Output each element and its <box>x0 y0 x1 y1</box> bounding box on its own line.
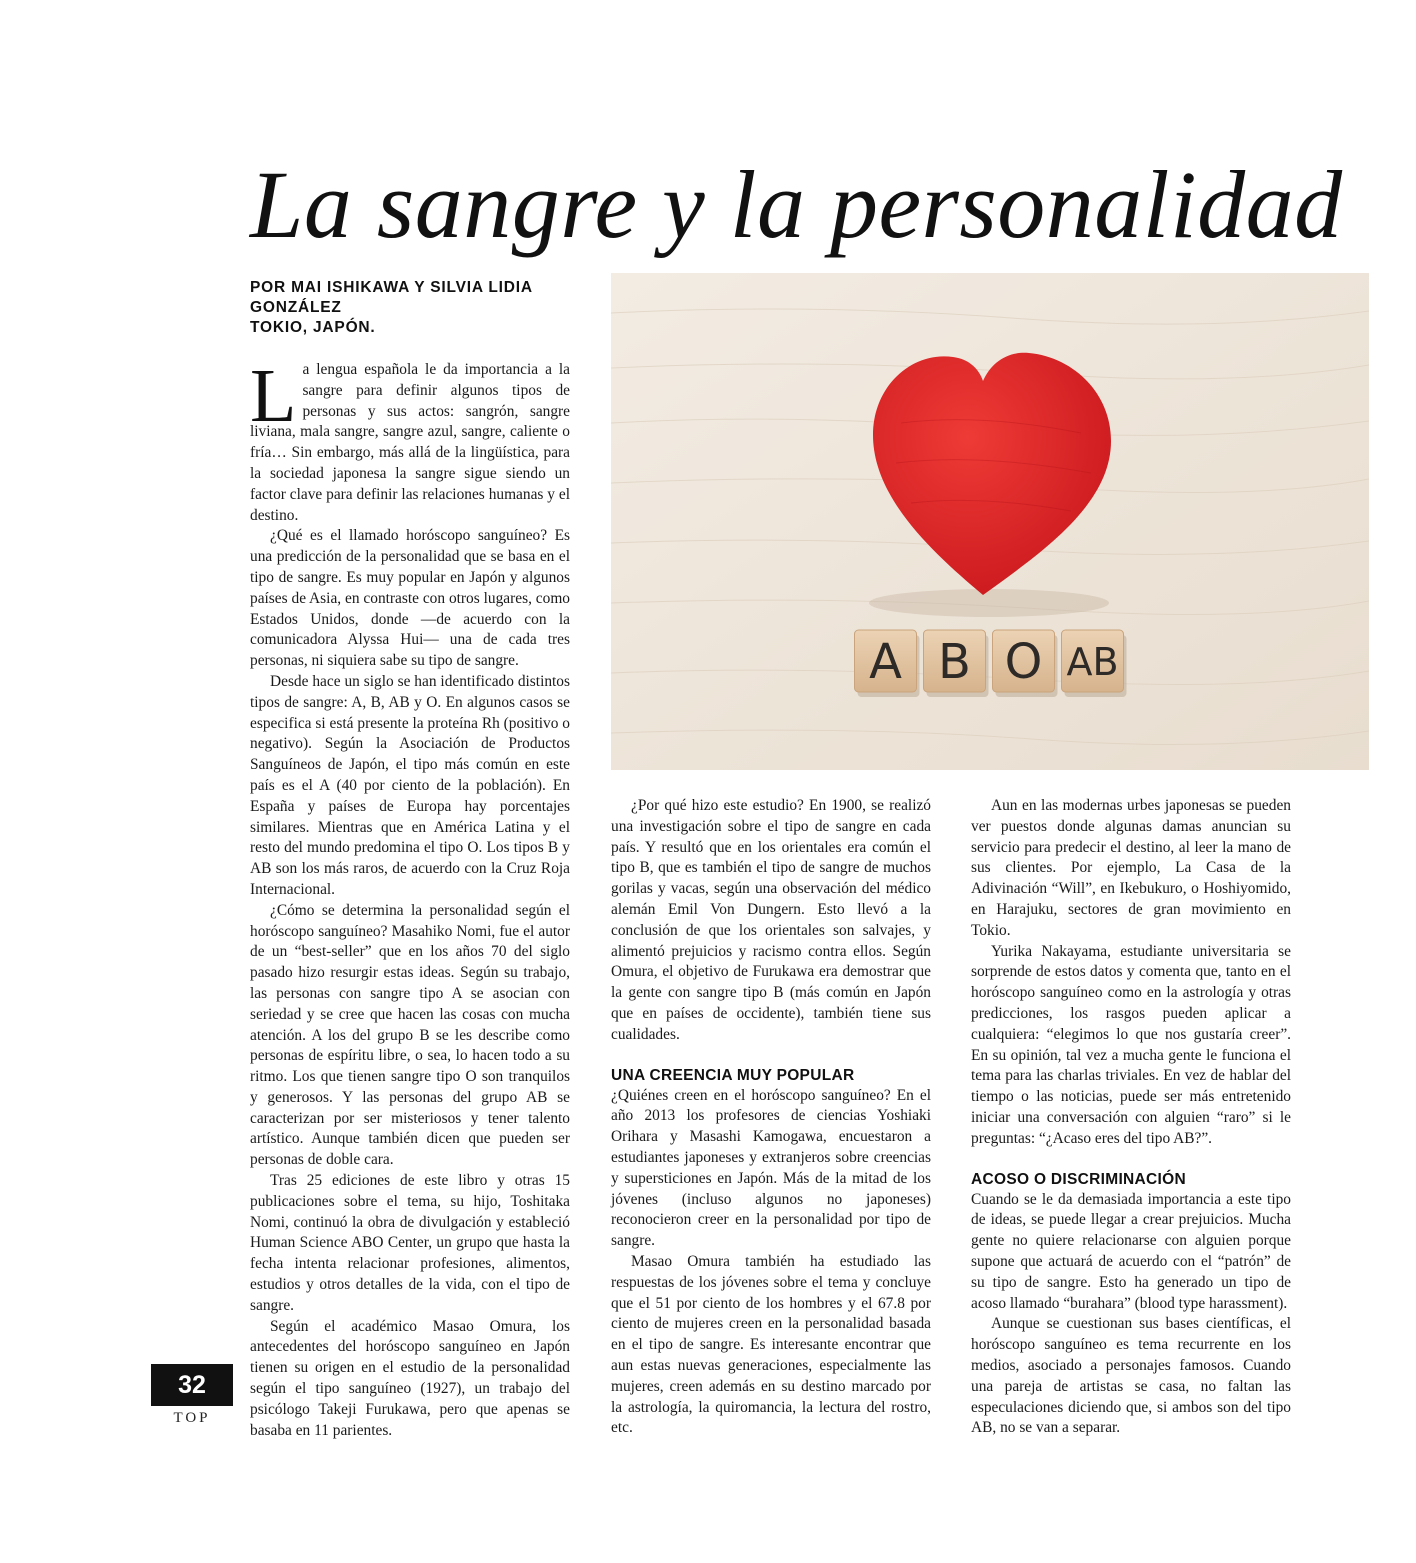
block-letter: AB <box>1066 640 1119 684</box>
letter-block-o <box>993 630 1058 697</box>
paragraph-intro: La lengua española le da importancia a la sangre para definir algunos tipos de personas y sus actos: sangrón, sangre liviana, mala sangre, sangre azul, sangre, caliente o fría… Sin embargo, más allá de la lingüística, para la sociedad japonesa la sangre sigue siendo un factor clave para definir las relaciones humanas y el destino. <box>250 354 570 524</box>
paragraph: Masao Omura también ha estudiado las respuestas de los jóvenes sobre el tema y concluye que el 51 por ciento de los hombres y el 67.8 por ciento de mujeres creen en la personalidad basada en el tipo de sangre. Es interesante encontrar que aun estas nuevas generaciones, especialmente las mujeres, creen además en su destino marcado por la astrología, la quiromancia, la lectura del rostro, etc. <box>611 1252 931 1437</box>
paragraph: ¿Cómo se determina la personalidad según el horóscopo sanguíneo? Masahiko Nomi, fue el autor de un “best-seller” que en los años 70 del siglo pasado hizo resurgir estas ideas. Según su trabajo, las personas con sangre tipo A se asocian con seriedad y se cree que hacen las cosas con mucha atención. A los del grupo B se les describe como personas de espíritu libre, o sea, lo hacen todo a su ritmo. Los que tienen sangre tipo O son tranquilos y generosos. Y las personas del grupo AB se caracterizan por ser misteriosos y tener talento artístico. Aunque también dicen que pueden ser personas de doble cara. <box>250 901 570 1169</box>
paragraph: ¿Quiénes creen en el horóscopo sanguíneo? En el año 2013 los profesores de ciencias Yoshiaki Orihara y Masashi Kamogawa, encuestaron a estudiantes japoneses y extranjeros sobre creencias y supersticiones en Japón. Más de la mitad de los jóvenes (incluso algunos no japoneses) reconocieron creer en la personalidad por tipo de sangre. <box>611 1086 931 1250</box>
paragraph: Aunque se cuestionan sus bases científicas, el horóscopo sanguíneo es tema recurrente en los medios, asociado a personajes famosos. Cuando una pareja de artistas se casa, no faltan las especulaciones diciendo que, si ambos son del tipo AB, no se van a separar. <box>971 1315 1291 1437</box>
article-photo <box>611 273 1369 770</box>
paragraph: Yurika Nakayama, estudiante universitaria se sorprende de estos datos y comenta que, tanto en el horóscopo sanguíneo como en la astrología y otras predicciones, los rasgos pueden aplicar a cualquiera: “elegimos lo que nos gustaría creer”. En su opinión, tal vez a mucha gente le funciona el tema para las charlas triviales. En vez de hablar del tiempo o las noticias, puede ser más entretenido iniciar una conversación con alguien “raro” si le preguntas: “¿Acaso eres del tipo AB?”. <box>971 942 1291 1147</box>
paragraph: Desde hace un siglo se han identificado distintos tipos de sangre: A, B, AB y O. En algunos casos se especifica si está presente la proteína Rh (positivo o negativo). Según la Asociación de Productos Sanguíneos de Japón, el tipo más común en este país es el A (40 por ciento de la población). En España y países de Europa hay porcentajes similares. Mientras que en América Latina y el resto del mundo predomina el tipo O. Los tipos B y AB son los más raros, de acuerdo con la Cruz Roja Internacional. <box>250 672 570 898</box>
drop-cap: L <box>250 354 297 438</box>
byline-authors: POR MAI ISHIKAWA Y SILVIA LIDIA GONZÁLEZ <box>250 279 533 316</box>
letter-block-a <box>855 630 920 697</box>
section-heading: ACOSO O DISCRIMINACIÓN <box>971 1170 1186 1188</box>
paragraph: Aun en las modernas urbes japonesas se pueden ver puestos donde algunas damas anuncian su servicio para predecir el destino, al leer la mano de sus clientes. Por ejemplo, La Casa de la Adivinación “Will”, en Ikebukuro, o Hoshiyomido, en Harajuku, sectores de gran movimiento en Tokio. <box>971 797 1291 939</box>
block-letter: O <box>1004 634 1043 690</box>
column-2 <box>611 796 931 1439</box>
paragraph: ¿Qué es el llamado horóscopo sanguíneo? Es una predicción de la personalidad que se basa en el tipo de sangre. Es muy popular en Japón y algunos países de Asia, en contraste con otros lugares, como Estados Unidos, donde —de acuerdo con la comunicadora Alyssa Hui— una de cada tres personas, ni siquiera sabe su tipo de sangre. <box>250 527 570 670</box>
column-1 <box>250 354 570 1441</box>
letter-block-ab <box>1062 630 1127 697</box>
section-heading: UNA CREENCIA MUY POPULAR <box>611 1066 855 1084</box>
magazine-label: TOP <box>173 1410 211 1426</box>
block-letter: B <box>938 634 971 690</box>
paragraph: Cuando se le da demasiada importancia a este tipo de ideas, se puede llegar a crear prejuicios. Mucha gente no quiere relacionarse con alguien porque supone que actuará de acuerdo con el “patrón” de su tipo de sangre. Esto ha generado un tipo de acoso llamado “burahara” (blood type harassment). <box>971 1190 1291 1312</box>
column-3 <box>971 796 1291 1439</box>
byline <box>250 278 570 338</box>
article-title: La sangre y la personalidad <box>250 151 1343 258</box>
byline-location: TOKIO, JAPÓN. <box>250 319 376 336</box>
page-number: 32 <box>151 1364 233 1406</box>
letter-block-b <box>924 630 989 697</box>
paragraph: Según el académico Masao Omura, los antecedentes del horóscopo sanguíneo en Japón tienen su origen en el estudio de la personalidad según el tipo sanguíneo (1927), un trabajo del psicólogo Takeji Furukawa, pero que apenas se basaba en 11 parientes. <box>250 1317 570 1439</box>
paragraph: ¿Por qué hizo este estudio? En 1900, se realizó una investigación sobre el tipo de sangre en cada país. Y resultó que en los orientales era común el tipo B, que es también el tipo de sangre de muchos gorilas y vacas, según una observación del médico alemán Emil Von Dungern. Esto llevó a la conclusión de que los orientales son salvajes, y alimentó prejuicios y racismo contra ellos. Según Omura, el objetivo de Furukawa era demostrar que la gente con sangre tipo B (más común en Japón que en países de occidente), también tiene sus cualidades. <box>611 797 931 1043</box>
block-letter: A <box>869 634 902 690</box>
paragraph: Tras 25 ediciones de este libro y otras 15 publicaciones sobre el tema, su hijo, Toshitaka Nomi, continuó la obra de divulgación y estableció Human Science ABO Center, un grupo que hasta la fecha intenta relacionar profesiones, alimentos, estudios y otros detalles de la vida, con el tipo de sangre. <box>250 1172 570 1314</box>
